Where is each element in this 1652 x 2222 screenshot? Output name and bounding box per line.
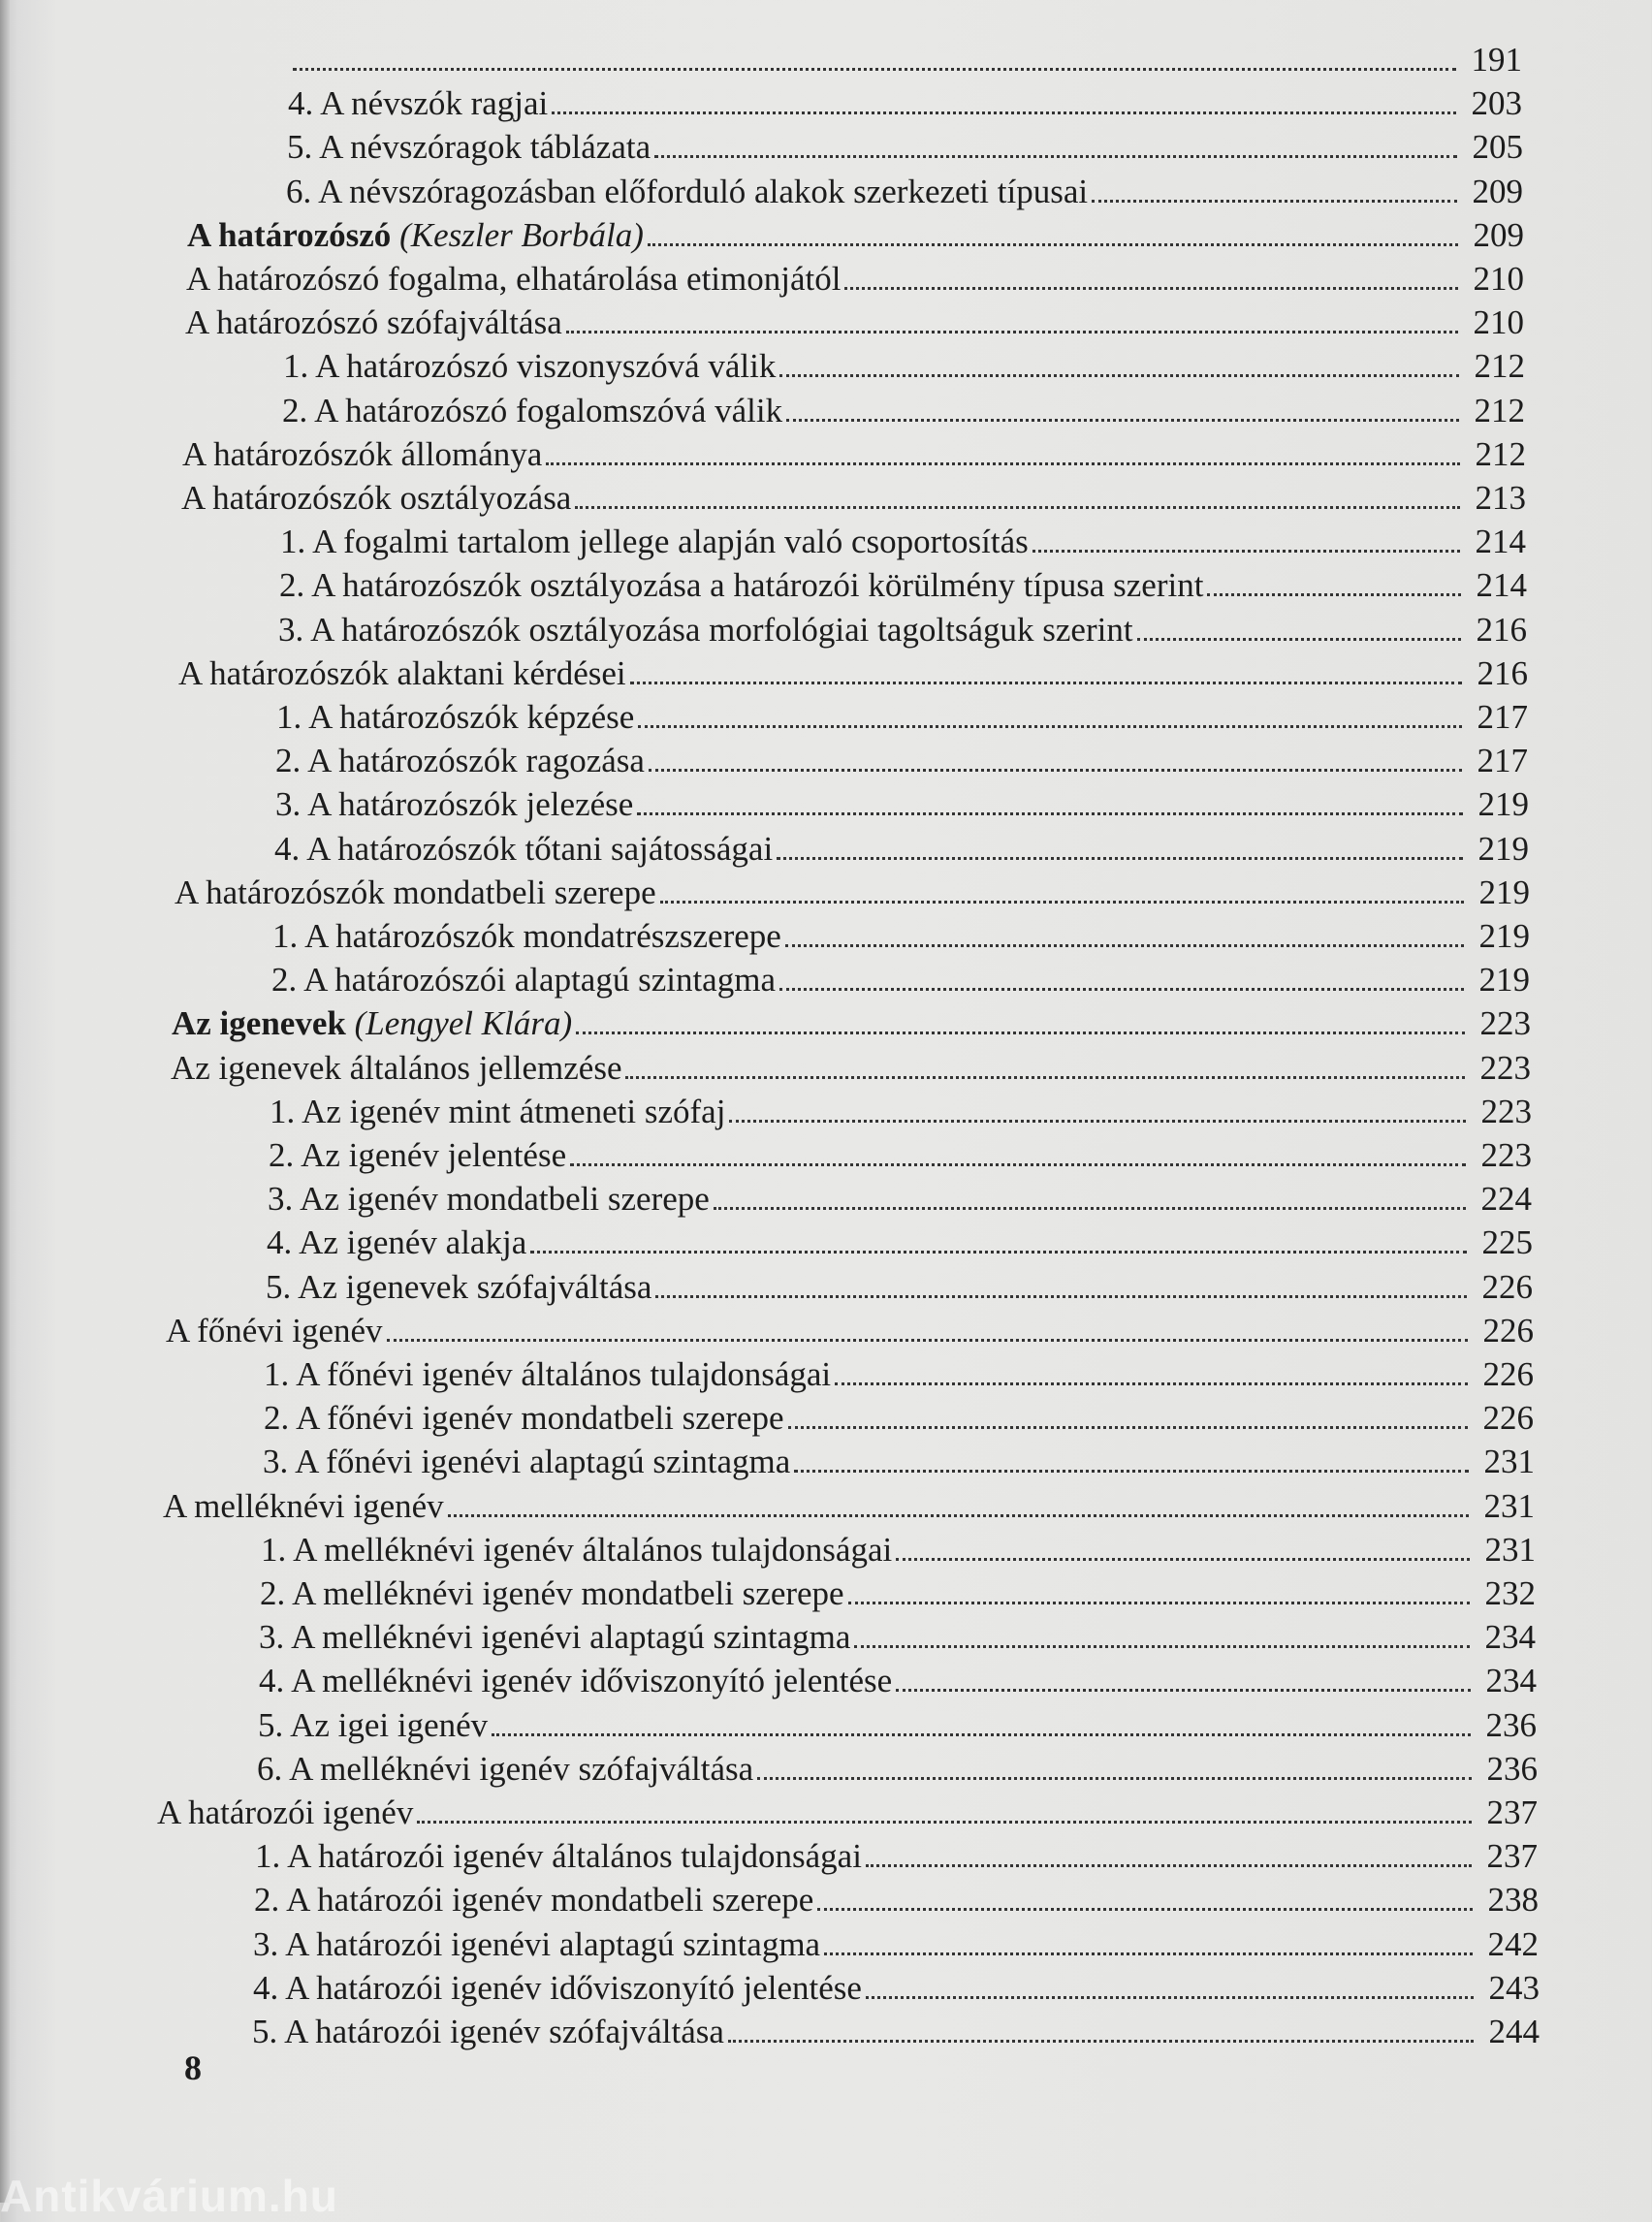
toc-title: 1. A határozószók képzése <box>276 698 635 736</box>
toc-leader-dots <box>660 901 1464 904</box>
toc-title: 6. A névszóragozásban előforduló alakok szerkezeti típusai <box>286 173 1089 210</box>
toc-title: 2. A határozószó fogalomszóvá válik <box>282 392 783 429</box>
toc-leader-dots <box>576 1032 1465 1034</box>
toc-section <box>178 652 1528 695</box>
toc-chapter-title: A határozószó <box>187 216 392 254</box>
toc-leader-dots <box>779 988 1464 991</box>
toc-leader-dots <box>655 1295 1467 1298</box>
toc-subsection <box>264 1353 1534 1396</box>
toc-page-number: 210 <box>1473 260 1524 298</box>
toc-subsection <box>272 915 1530 958</box>
toc-page-number: 237 <box>1486 1793 1538 1831</box>
toc-title: 6. A melléknévi igenév szófajváltása <box>257 1750 754 1788</box>
toc-page-number: 231 <box>1484 1531 1536 1569</box>
toc-leader-dots <box>854 1645 1470 1648</box>
toc-page-number: 216 <box>1477 654 1528 692</box>
toc-subsection <box>275 740 1528 782</box>
toc-title: 4. Az igenév alakja <box>267 1223 527 1261</box>
toc-page-number: 237 <box>1486 1837 1538 1875</box>
toc-subsection <box>263 1441 1535 1483</box>
toc-subsection <box>255 1835 1538 1878</box>
toc-page-number: 205 <box>1472 128 1523 166</box>
toc-title: 4. A névszók ragjai <box>288 84 549 122</box>
toc-leader-dots <box>896 1689 1471 1692</box>
toc-author: (Keszler Borbála) <box>399 216 644 254</box>
toc-leader-dots <box>714 1207 1466 1210</box>
toc-section <box>181 477 1526 520</box>
toc-page-number: 216 <box>1476 611 1527 649</box>
toc-leader-dots <box>1207 593 1461 596</box>
page-edge <box>0 0 10 2203</box>
toc-page-number: 242 <box>1487 1925 1539 1963</box>
toc-page-number: 243 <box>1488 1969 1540 2007</box>
toc-leader-dots <box>1137 638 1461 641</box>
toc-page-number: 219 <box>1478 961 1530 999</box>
toc-title: 3. A határozószók osztályozása morfológiai tagoltságuk szerint <box>278 611 1133 649</box>
toc-page-number: 236 <box>1485 1706 1537 1744</box>
toc-title: A határozószók alaktani kérdései <box>178 654 626 692</box>
watermark: Antikvárium.hu <box>0 2171 338 2221</box>
toc-subsection <box>267 1222 1533 1264</box>
toc-page-number: 231 <box>1483 1443 1535 1480</box>
toc-leader-dots <box>785 944 1464 947</box>
toc-leader-dots <box>417 1821 1472 1824</box>
toc-section <box>172 1002 1531 1045</box>
toc-page-number: 203 <box>1471 84 1522 122</box>
toc-page-number: 232 <box>1484 1574 1536 1612</box>
toc-section <box>175 872 1530 914</box>
toc-leader-dots <box>824 1952 1473 1955</box>
toc-page-number: 214 <box>1475 523 1526 560</box>
toc-title: 2. A határozószói alaptagú szintagma <box>271 961 776 999</box>
toc-subsection <box>275 783 1529 826</box>
toc-leader-dots <box>835 1382 1468 1385</box>
toc-title: 1. A főnévi igenév általános tulajdonságai <box>264 1355 832 1393</box>
toc-title: A határozószó fogalma, elhatárolása etimonjától <box>186 260 842 298</box>
toc-page-number: 231 <box>1483 1487 1535 1525</box>
toc-section <box>171 1047 1531 1090</box>
toc-subsection <box>266 1266 1533 1309</box>
toc-subsection <box>259 1616 1536 1659</box>
toc-title: A főnévi igenév <box>166 1312 383 1349</box>
toc-leader-dots <box>638 725 1462 728</box>
toc-title: 4. A melléknévi igenév időviszonyító jelentése <box>259 1662 893 1699</box>
toc-subsection <box>279 564 1527 607</box>
toc-leader-dots <box>648 243 1458 246</box>
toc-leader-dots <box>788 1426 1468 1429</box>
toc-page-number: 217 <box>1477 698 1528 736</box>
page-number: 8 <box>184 2048 202 2087</box>
toc-leader-dots <box>649 769 1462 772</box>
toc-page-number: 209 <box>1472 173 1523 210</box>
toc-title: 3. A határozói igenévi alaptagú szintagma <box>253 1925 821 1963</box>
toc-page-number: 234 <box>1484 1618 1536 1656</box>
toc-title: 1. A fogalmi tartalom jellege alapján való csoportosítás <box>280 523 1029 560</box>
toc-title: 2. Az igenév jelentése <box>269 1136 567 1174</box>
toc-leader-dots <box>866 1996 1474 1999</box>
toc-subsection <box>261 1529 1536 1571</box>
toc-leader-dots <box>848 1602 1470 1604</box>
toc-title: 3. A melléknévi igenévi alaptagú szintagma <box>259 1618 851 1656</box>
toc-section <box>166 1310 1534 1352</box>
toc-page-number: 212 <box>1474 392 1525 429</box>
toc-title: 2. A határozószók ragozása <box>275 742 645 779</box>
toc-title: 2. A határozószók osztályozása a határozói körülmény típusa szerint <box>279 566 1204 604</box>
toc-subsection <box>283 345 1525 388</box>
toc-title: 1. Az igenév mint átmeneti szófaj <box>270 1093 726 1130</box>
toc-title <box>172 1002 572 1045</box>
toc-subsection <box>257 1748 1538 1791</box>
toc-page-number: 212 <box>1475 435 1526 473</box>
toc-subsection <box>271 959 1530 1001</box>
toc-title: 2. A melléknévi igenév mondatbeli szerepe <box>260 1574 844 1612</box>
toc-leader-dots <box>293 68 1456 71</box>
toc-leader-dots <box>625 1076 1465 1079</box>
toc-leader-dots <box>794 1470 1469 1473</box>
toc-page-number: 223 <box>1480 1136 1532 1174</box>
toc-leader-dots <box>1032 550 1460 553</box>
toc-page-number: 219 <box>1477 785 1529 823</box>
toc-chapter-title: Az igenevek <box>172 1004 346 1042</box>
toc-page-number: 209 <box>1473 216 1524 254</box>
toc-page-number: 225 <box>1481 1223 1533 1261</box>
toc-title: A határozószók osztályozása <box>181 479 572 517</box>
toc-author: (Lengyel Klára) <box>354 1004 573 1042</box>
toc-title: A melléknévi igenév <box>163 1487 444 1525</box>
toc-leader-dots <box>552 111 1456 114</box>
toc-title: 5. A határozói igenév szófajváltása <box>252 2013 724 2050</box>
toc-leader-dots <box>575 506 1460 509</box>
toc-title: 1. A határozószó viszonyszóvá válik <box>283 347 777 385</box>
toc-page-number: 219 <box>1477 830 1529 868</box>
toc-subsection <box>268 1178 1532 1221</box>
toc-title: 4. A határozószók tőtani sajátosságai <box>274 830 774 868</box>
toc-leader-dots <box>729 1120 1466 1123</box>
toc-subsection <box>274 828 1529 871</box>
toc-section <box>163 1485 1535 1528</box>
toc-leader-dots <box>1092 200 1457 203</box>
toc-subsection <box>282 390 1525 432</box>
toc-title: 4. A határozói igenév időviszonyító jelentése <box>253 1969 862 2007</box>
toc-title: 1. A melléknévi igenév általános tulajdonságai <box>261 1531 893 1569</box>
toc-leader-dots <box>630 682 1462 684</box>
toc-subsection <box>288 82 1522 125</box>
toc-leader-dots <box>546 462 1460 465</box>
toc-title: A határozószók állománya <box>182 435 543 473</box>
toc-subsection <box>280 521 1526 563</box>
toc-section <box>157 1792 1538 1834</box>
toc-subsection <box>258 1704 1537 1747</box>
toc-title: 3. A főnévi igenévi alaptagú szintagma <box>263 1443 791 1480</box>
toc-page-number: 214 <box>1476 566 1527 604</box>
toc-subsection <box>276 696 1528 739</box>
toc-leader-dots <box>757 1777 1472 1780</box>
toc-leader-dots <box>866 1864 1472 1867</box>
toc-leader-dots <box>779 374 1459 377</box>
toc-title: 2. A főnévi igenév mondatbeli szerepe <box>264 1399 784 1437</box>
toc-title: 1. A határozószók mondatrészszerepe <box>272 917 781 955</box>
toc-leader-dots <box>817 1908 1473 1911</box>
toc-page-number: 223 <box>1479 1004 1531 1042</box>
toc-page-number: 238 <box>1487 1881 1539 1919</box>
toc-subsection <box>253 1923 1539 1966</box>
toc-page-number: 224 <box>1480 1180 1532 1218</box>
toc-leader-dots <box>492 1733 1471 1736</box>
toc-subsection <box>287 126 1523 169</box>
toc-leader-dots <box>654 155 1457 158</box>
toc-title: 2. A határozói igenév mondatbeli szerepe <box>254 1881 814 1919</box>
toc-leader-dots <box>637 812 1463 815</box>
toc-title: Az igenevek általános jellemzése <box>171 1049 622 1087</box>
toc-page-number: 226 <box>1481 1268 1533 1306</box>
toc-leader-dots <box>530 1251 1467 1254</box>
toc-leader-dots <box>448 1514 1469 1517</box>
toc-leader-dots <box>896 1558 1470 1561</box>
toc-subsection <box>259 1660 1537 1702</box>
toc-title: 5. Az igenevek szófajváltása <box>266 1268 652 1306</box>
toc-title: A határozószók mondatbeli szerepe <box>175 873 656 911</box>
toc-subsection <box>253 1967 1540 2010</box>
toc-leader-dots <box>786 419 1459 422</box>
toc-title: 3. A határozószók jelezése <box>275 785 634 823</box>
toc-page-number: 226 <box>1482 1312 1534 1349</box>
toc-page-number: 219 <box>1478 873 1530 911</box>
toc-page-number: 191 <box>1471 41 1522 79</box>
toc-leader-dots <box>777 857 1463 860</box>
toc-subsection <box>269 1134 1532 1177</box>
toc-leader-dots <box>844 287 1458 290</box>
toc-page-number: 219 <box>1478 917 1530 955</box>
toc-title: 3. Az igenév mondatbeli szerepe <box>268 1180 710 1218</box>
toc-page-number: 236 <box>1486 1750 1538 1788</box>
toc-title: 5. A névszóragok táblázata <box>287 128 651 166</box>
toc-section <box>186 258 1524 301</box>
toc-title: A határozói igenév <box>157 1793 414 1831</box>
toc-subsection <box>260 1572 1536 1615</box>
toc-section <box>187 214 1524 257</box>
toc-leader-dots <box>570 1163 1466 1166</box>
toc-subsection <box>289 39 1522 81</box>
toc-title <box>187 214 644 257</box>
toc-page-number: 226 <box>1482 1355 1534 1393</box>
toc-subsection <box>278 609 1527 651</box>
toc-page-number: 210 <box>1473 303 1524 341</box>
toc-subsection <box>254 1879 1539 1921</box>
toc-subsection <box>270 1091 1532 1133</box>
toc-subsection <box>286 171 1523 213</box>
toc-page-number: 226 <box>1482 1399 1534 1437</box>
toc-page-number: 244 <box>1488 2013 1540 2050</box>
toc-subsection <box>264 1397 1534 1440</box>
toc-page-number: 213 <box>1475 479 1526 517</box>
toc-page-number: 223 <box>1480 1093 1532 1130</box>
toc-section <box>182 433 1526 476</box>
toc-leader-dots <box>728 2040 1474 2043</box>
toc-page-number: 217 <box>1477 742 1528 779</box>
toc-page-number: 223 <box>1479 1049 1531 1087</box>
toc-leader-dots <box>387 1339 1468 1342</box>
toc-subsection <box>252 2011 1540 2053</box>
toc-page-number: 212 <box>1474 347 1525 385</box>
toc-leader-dots <box>566 331 1458 333</box>
toc-title: 5. Az igei igenév <box>258 1706 489 1744</box>
toc-title: A határozószó szófajváltása <box>185 303 562 341</box>
toc-page-number: 234 <box>1485 1662 1537 1699</box>
toc-title: 1. A határozói igenév általános tulajdonságai <box>255 1837 862 1875</box>
toc-section <box>185 302 1524 344</box>
